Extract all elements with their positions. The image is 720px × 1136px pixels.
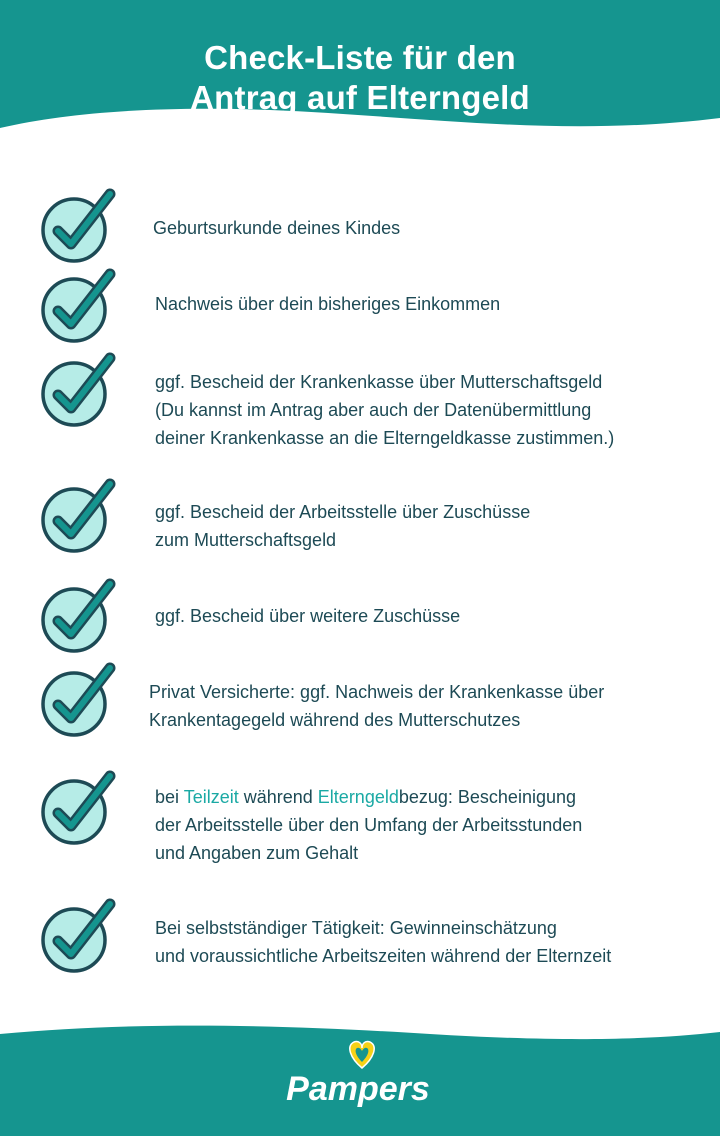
check-circle-icon <box>40 768 120 848</box>
list-item <box>155 602 460 630</box>
check-circle-icon <box>40 476 120 556</box>
list-item <box>155 783 582 867</box>
item-line: der Arbeitsstelle über den Umfang der Arbeitsstunden <box>155 815 583 835</box>
item-line: deiner Krankenkasse an die Elterngeldkasse zustimmen.) <box>155 428 615 448</box>
item-line: ggf. Bescheid über weitere Zuschüsse <box>155 606 461 626</box>
check-circle-icon <box>40 266 120 346</box>
item-line: und voraussichtliche Arbeitszeiten während der Elternzeit <box>155 946 612 966</box>
item-line: ggf. Bescheid der Krankenkasse über Mutterschaftsgeld <box>155 372 603 392</box>
item-line: Krankentagegeld während des Mutterschutzes <box>149 710 521 730</box>
item-line: Privat Versicherte: ggf. Nachweis der Krankenkasse über <box>149 682 605 702</box>
list-item <box>153 214 400 242</box>
title-line-1: Check-Liste für den <box>204 39 516 76</box>
check-circle-icon <box>40 350 120 430</box>
item-line: (Du kannst im Antrag aber auch der Datenübermittlung <box>155 400 592 420</box>
check-circle-icon <box>40 186 120 266</box>
item-line: und Angaben zum Gehalt <box>155 843 359 863</box>
text-fragment: während <box>238 787 318 807</box>
list-item <box>155 914 611 970</box>
title-line-2: Antrag auf Elterngeld <box>190 79 530 116</box>
page-title <box>0 38 720 118</box>
list-item <box>155 368 614 452</box>
item-line-rich <box>155 783 582 811</box>
list-item <box>149 678 604 734</box>
logo-wordmark: Pampers <box>286 1070 430 1108</box>
highlight-elterngeld: Elterngeld <box>317 787 399 807</box>
check-circle-icon <box>40 576 120 656</box>
check-circle-icon <box>40 896 120 976</box>
item-line: zum Mutterschaftsgeld <box>155 530 337 550</box>
item-line: Nachweis über dein bisheriges Einkommen <box>155 294 501 314</box>
pampers-logo <box>270 1038 450 1118</box>
list-item <box>155 498 530 554</box>
check-circle-icon <box>40 660 120 740</box>
item-line: Bei selbstständiger Tätigkeit: Gewinneinschätzung <box>155 918 557 938</box>
item-line: Geburtsurkunde deines Kindes <box>153 218 401 238</box>
text-fragment: bezug: Bescheinigung <box>398 787 576 807</box>
heart-icon <box>350 1041 374 1068</box>
highlight-teilzeit: Teilzeit <box>183 787 239 807</box>
list-item <box>155 290 500 318</box>
text-fragment: bei <box>155 787 184 807</box>
item-line: ggf. Bescheid der Arbeitsstelle über Zuschüsse <box>155 502 531 522</box>
